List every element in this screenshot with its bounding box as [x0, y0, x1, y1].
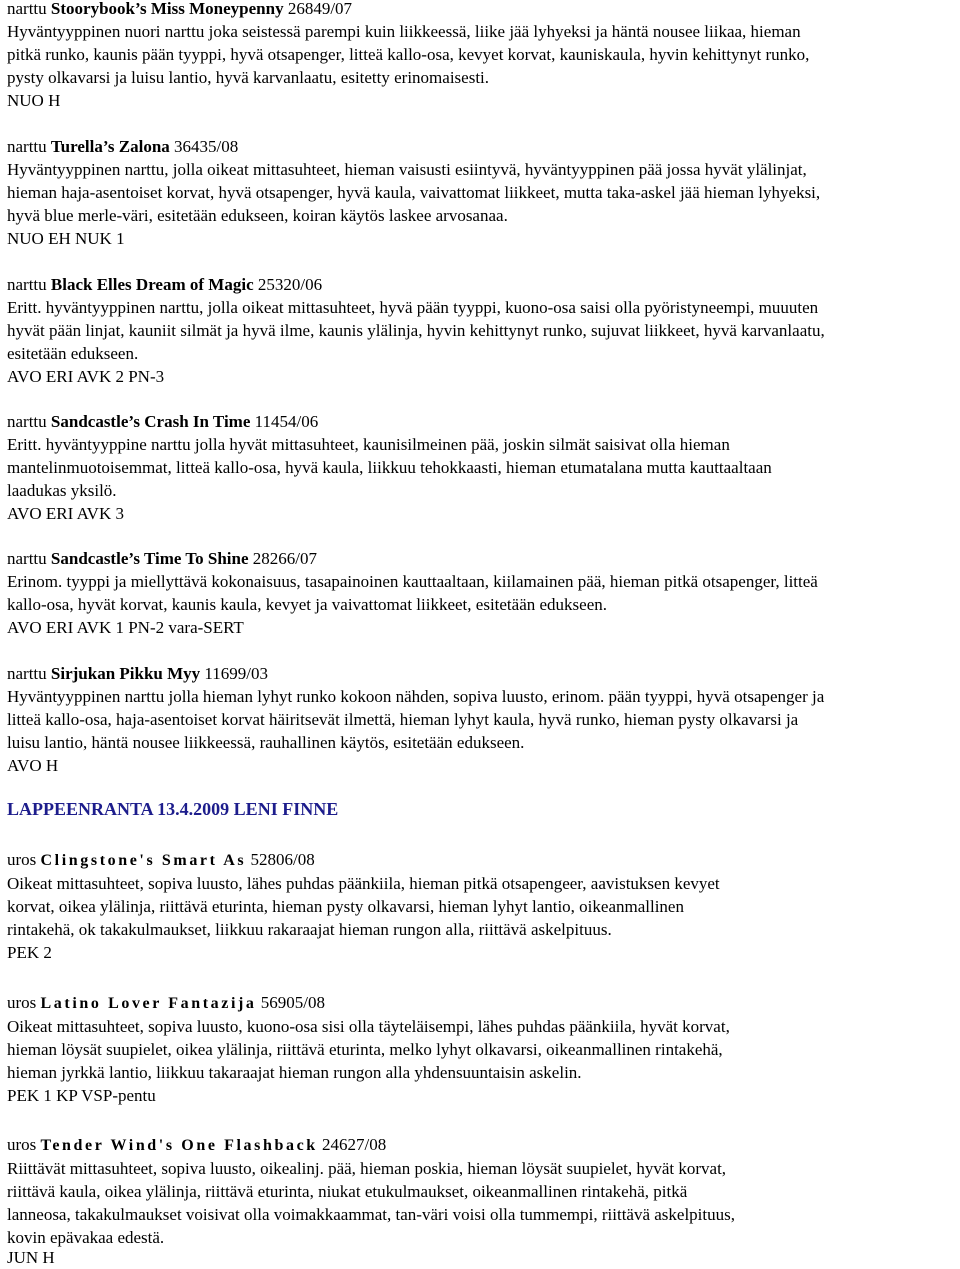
dog-name: Latino Lover Fantazija	[40, 995, 257, 1012]
result-line: AVO H	[7, 756, 59, 775]
entry-header	[7, 0, 352, 20]
entry-prefix: narttu	[7, 137, 47, 156]
critique-line: pysty olkavarsi ja luisu lantio, hyvä karvanlaatu, esitetty erinomaisesti.	[7, 68, 490, 87]
critique-line: mantelinmuotoisemmat, litteä kallo-osa, hyvä kaula, liikkuu tehokkaasti, hieman etumatalana mutta kauttaaltaan	[7, 458, 772, 477]
entry-header	[7, 991, 325, 1015]
registration-number: 11454/06	[254, 412, 319, 431]
entry-prefix: narttu	[7, 549, 47, 568]
entry-prefix: uros	[7, 1135, 37, 1154]
registration-number: 11699/03	[204, 664, 269, 683]
registration-number: 28266/07	[252, 549, 317, 568]
dog-name: Turella’s Zalona	[50, 137, 170, 156]
entry-prefix: uros	[7, 993, 37, 1012]
registration-number: 52806/08	[250, 850, 315, 869]
dog-name: Sandcastle’s Time To Shine	[50, 549, 249, 568]
registration-number: 25320/06	[257, 275, 323, 294]
critique-line: pitkä runko, kaunis pään tyyppi, hyvä otsapenger, litteä kallo-osa, kevyet korvat, kauniskaula, hyvin kehittynyt runko,	[7, 45, 810, 64]
entry-prefix: narttu	[7, 0, 47, 18]
critique-line: laadukas yksilö.	[7, 481, 117, 500]
critique-line: Erinom. tyyppi ja miellyttävä kokonaisuus, tasapainoinen kauttaaltaan, kiilamainen pää, hieman pitkä otsapenger, litteä	[7, 572, 818, 591]
entry-prefix: narttu	[7, 275, 47, 294]
result-line: AVO ERI AVK 3	[7, 504, 124, 523]
registration-number: 26849/07	[287, 0, 353, 18]
critique-line: korvat, oikea ylälinja, riittävä eturinta, hieman pysty olkavarsi, hieman lyhyt lantio, oikeanmallinen	[7, 897, 684, 916]
critique-line: lanneosa, takakulmaukset voisivat olla voimakkaammat, tan-väri voisi olla tummempi, riittävä askelpituus,	[7, 1205, 735, 1224]
entry-header	[7, 135, 238, 158]
result-line: PEK 2	[7, 943, 52, 962]
dog-name: Sirjukan Pikku Myy	[50, 664, 201, 683]
entry-prefix: narttu	[7, 412, 47, 431]
critique-line: Oikeat mittasuhteet, sopiva luusto, kuono-osa sisi olla täyteläisempi, lähes puhdas päänkiila, hyvät korvat,	[7, 1017, 730, 1036]
registration-number: 36435/08	[174, 137, 239, 156]
critique-line: kovin epävakaa edestä.	[7, 1228, 165, 1247]
critique-line: hieman jyrkkä lantio, liikkuu takaraajat hieman rungon alla yhdensuuntaisin askelin.	[7, 1063, 582, 1082]
entry-header	[7, 410, 318, 433]
entry-header	[7, 662, 268, 685]
entry-header	[7, 273, 322, 296]
result-line: AVO ERI AVK 1 PN-2 vara-SERT	[7, 618, 244, 637]
dog-name: Black Elles Dream of Magic	[50, 275, 254, 294]
critique-line: hyvät pään linjat, kauniit silmät ja hyvä ilme, kaunis ylälinja, hyvin kehittynyt runko, sujuvat liikkeet, hyvä karvanlaatu,	[7, 321, 825, 340]
critique-line: litteä kallo-osa, haja-asentoiset korvat häiritsevät ilmettä, hieman lyhyt kaula, hyvä runko, hieman pysty olkavarsi ja	[7, 710, 799, 729]
entry-prefix: uros	[7, 850, 37, 869]
result-line: NUO EH NUK 1	[7, 229, 125, 248]
dog-name: Tender Wind's One Flashback	[40, 1137, 318, 1154]
critique-line: luisu lantio, häntä nousee liikkeessä, rauhallinen käytös, esitetään edukseen.	[7, 733, 525, 752]
registration-number: 24627/08	[322, 1135, 387, 1154]
entry-prefix: narttu	[7, 664, 47, 683]
critique-line: riittävä kaula, oikea ylälinja, riittävä eturinta, niukat etukulmaukset, oikeanmallinen rintakehä, pitkä	[7, 1182, 688, 1201]
result-line: AVO ERI AVK 2 PN-3	[7, 367, 165, 386]
critique-line: Oikeat mittasuhteet, sopiva luusto, lähes puhdas päänkiila, hieman pitkä otsapengeer, aavistuksen kevyet	[7, 874, 720, 893]
dog-name: Clingstone's Smart As	[40, 852, 247, 869]
result-line: PEK 1 KP VSP-pentu	[7, 1086, 156, 1105]
critique-line: hyvä blue merle-väri, esitetään edukseen, koiran käytös laskee arvosanaa.	[7, 206, 508, 225]
critique-line: hieman löysät suupielet, oikea ylälinja, riittävä eturinta, melko lyhyt olkavarsi, oikeanmallinen rintakehä,	[7, 1040, 723, 1059]
critique-line: Hyväntyyppinen narttu, jolla oikeat mittasuhteet, hieman vaisusti esiintyvä, hyväntyyppinen pää jossa hyvät ylälinjat,	[7, 160, 807, 179]
critique-line: Eritt. hyväntyyppinen narttu, jolla oikeat mittasuhteet, hyvä pään tyyppi, kuono-osa saisi olla pyöristyneempi, muuuten	[7, 298, 819, 317]
critique-line: esitetään edukseen.	[7, 344, 139, 363]
critique-line: hieman haja-asentoiset korvat, hyvä otsapenger, hyvä kaula, vaivattomat liikkeet, mutta taka-askel jää hieman lyhyeksi,	[7, 183, 821, 202]
section-heading: LAPPEENRANTA 13.4.2009 LENI FINNE	[7, 799, 339, 819]
entry-header	[7, 547, 317, 570]
dog-name: Stoorybook’s Miss Moneypenny	[50, 0, 284, 18]
critique-line: kallo-osa, hyvät korvat, kaunis kaula, kevyet ja vaivattomat liikkeet, esitetään edukseen.	[7, 595, 607, 614]
registration-number: 56905/08	[260, 993, 326, 1012]
critique-line: Riittävät mittasuhteet, sopiva luusto, oikealinj. pää, hieman poskia, hieman löysät suupielet, hyvät korvat,	[7, 1159, 727, 1178]
critique-line: Hyväntyyppinen nuori narttu joka seistessä parempi kuin liikkeessä, liike jää lyhyeksi ja häntä nousee liikaa, hieman	[7, 22, 801, 41]
dog-name: Sandcastle’s Crash In Time	[50, 412, 251, 431]
entry-header	[7, 848, 315, 872]
critique-line: rintakehä, ok takakulmaukset, liikkuu rakaraajat hieman rungon alla, riittävä askelpituus.	[7, 920, 612, 939]
entry-header	[7, 1133, 386, 1157]
critique-line: Eritt. hyväntyyppine narttu jolla hyvät mittasuhteet, kaunisilmeinen pää, joskin silmät saisivat olla hieman	[7, 435, 730, 454]
critique-line: Hyväntyyppinen narttu jolla hieman lyhyt runko kokoon nähden, sopiva luusto, erinom. pään tyyppi, hyvä otsapenger ja	[7, 687, 825, 706]
result-line: JUN H	[7, 1248, 55, 1267]
result-line: NUO H	[7, 91, 61, 110]
